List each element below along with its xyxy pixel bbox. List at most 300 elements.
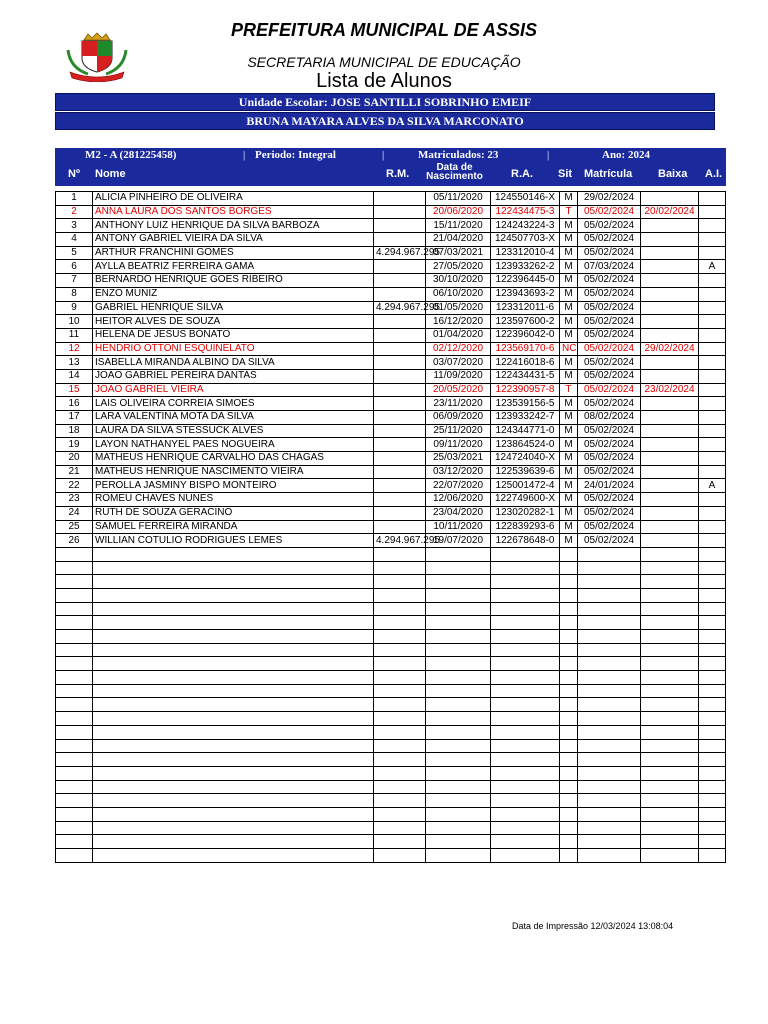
empty-table-row xyxy=(56,780,726,794)
empty-cell xyxy=(426,849,491,863)
empty-cell xyxy=(641,657,699,671)
student-birthdate: 16/12/2020 xyxy=(426,315,491,329)
empty-cell xyxy=(641,602,699,616)
student-rm xyxy=(374,274,426,288)
student-birthdate: 20/06/2020 xyxy=(426,205,491,219)
student-enrollment-date: 05/02/2024 xyxy=(578,287,641,301)
student-withdrawal-date xyxy=(641,520,699,534)
student-name: LAYON NATHANYEL PAES NOGUEIRA xyxy=(93,438,374,452)
student-enrollment-date: 29/02/2024 xyxy=(578,192,641,206)
empty-cell xyxy=(374,835,426,849)
empty-cell xyxy=(578,766,641,780)
empty-cell xyxy=(560,725,578,739)
student-ra: 124243224-3 xyxy=(491,219,560,233)
student-situation: M xyxy=(560,219,578,233)
student-birthdate: 07/03/2021 xyxy=(426,246,491,260)
student-withdrawal-date xyxy=(641,356,699,370)
student-withdrawal-date: 29/02/2024 xyxy=(641,342,699,356)
empty-cell xyxy=(374,725,426,739)
student-ra: 123933242-7 xyxy=(491,411,560,425)
empty-cell xyxy=(578,547,641,561)
empty-cell xyxy=(374,671,426,685)
student-birthdate: 09/11/2020 xyxy=(426,438,491,452)
empty-cell xyxy=(641,766,699,780)
empty-cell xyxy=(491,753,560,767)
student-number: 15 xyxy=(56,383,93,397)
empty-cell xyxy=(491,616,560,630)
student-withdrawal-date xyxy=(641,315,699,329)
student-table-body xyxy=(56,192,726,863)
student-birthdate: 12/06/2020 xyxy=(426,493,491,507)
empty-cell xyxy=(93,561,374,575)
school-unit-band: Unidade Escolar: JOSE SANTILLI SOBRINHO EMEIF xyxy=(55,93,715,111)
student-number: 1 xyxy=(56,192,93,206)
empty-cell xyxy=(374,630,426,644)
student-rm xyxy=(374,219,426,233)
student-rm xyxy=(374,233,426,247)
student-withdrawal-date xyxy=(641,219,699,233)
empty-table-row xyxy=(56,657,726,671)
empty-cell xyxy=(491,561,560,575)
empty-cell xyxy=(426,602,491,616)
empty-cell xyxy=(641,616,699,630)
student-withdrawal-date xyxy=(641,369,699,383)
student-name: MATHEUS HENRIQUE CARVALHO DAS CHAGAS xyxy=(93,452,374,466)
student-withdrawal-date xyxy=(641,411,699,425)
student-birthdate: 06/09/2020 xyxy=(426,411,491,425)
empty-cell xyxy=(578,794,641,808)
empty-cell xyxy=(699,575,726,589)
empty-cell xyxy=(491,643,560,657)
empty-cell xyxy=(578,753,641,767)
student-enrollment-date: 05/02/2024 xyxy=(578,506,641,520)
empty-cell xyxy=(426,794,491,808)
empty-cell xyxy=(56,753,93,767)
empty-cell xyxy=(426,739,491,753)
student-situation: M xyxy=(560,397,578,411)
student-ra: 122434431-5 xyxy=(491,369,560,383)
empty-cell xyxy=(93,821,374,835)
student-name: HEITOR ALVES DE SOUZA xyxy=(93,315,374,329)
student-name: LAURA DA SILVA STESSUCK ALVES xyxy=(93,424,374,438)
empty-cell xyxy=(374,657,426,671)
secretaria-label: SECRETARIA MUNICIPAL DE EDUCAÇÃO xyxy=(247,54,521,70)
empty-cell xyxy=(560,657,578,671)
student-rm xyxy=(374,424,426,438)
student-situation: M xyxy=(560,356,578,370)
empty-cell xyxy=(374,753,426,767)
empty-cell xyxy=(699,739,726,753)
table-row xyxy=(56,246,726,260)
student-ai xyxy=(699,534,726,548)
student-situation: M xyxy=(560,287,578,301)
student-withdrawal-date xyxy=(641,397,699,411)
empty-cell xyxy=(93,807,374,821)
separator: | xyxy=(547,149,550,161)
empty-cell xyxy=(641,835,699,849)
empty-cell xyxy=(56,616,93,630)
empty-cell xyxy=(491,725,560,739)
empty-cell xyxy=(578,684,641,698)
empty-cell xyxy=(374,561,426,575)
empty-cell xyxy=(699,794,726,808)
student-ai: A xyxy=(699,260,726,274)
empty-cell xyxy=(641,684,699,698)
student-number: 17 xyxy=(56,411,93,425)
student-ai xyxy=(699,465,726,479)
empty-cell xyxy=(560,766,578,780)
col-nome: Nome xyxy=(95,168,126,180)
empty-cell xyxy=(560,616,578,630)
student-enrollment-date: 05/02/2024 xyxy=(578,383,641,397)
empty-cell xyxy=(578,739,641,753)
student-ai xyxy=(699,397,726,411)
student-name: ANTHONY LUIZ HENRIQUE DA SILVA BARBOZA xyxy=(93,219,374,233)
empty-table-row xyxy=(56,766,726,780)
empty-table-row xyxy=(56,575,726,589)
empty-cell xyxy=(699,684,726,698)
student-situation: M xyxy=(560,301,578,315)
empty-cell xyxy=(426,780,491,794)
empty-cell xyxy=(578,575,641,589)
empty-cell xyxy=(426,643,491,657)
student-number: 23 xyxy=(56,493,93,507)
student-situation: M xyxy=(560,479,578,493)
empty-cell xyxy=(578,657,641,671)
table-row xyxy=(56,356,726,370)
class-code: M2 - A (281225458) xyxy=(85,149,177,161)
student-ra: 124550146-X xyxy=(491,192,560,206)
student-number: 10 xyxy=(56,315,93,329)
student-birthdate: 05/11/2020 xyxy=(426,192,491,206)
empty-cell xyxy=(93,739,374,753)
col-baixa: Baixa xyxy=(658,168,688,180)
empty-table-row xyxy=(56,739,726,753)
student-name: HELENA DE JESUS BONATO xyxy=(93,328,374,342)
student-ai xyxy=(699,411,726,425)
student-number: 26 xyxy=(56,534,93,548)
empty-cell xyxy=(56,684,93,698)
student-number: 14 xyxy=(56,369,93,383)
empty-cell xyxy=(491,766,560,780)
list-title: Lista de Alunos xyxy=(316,70,452,92)
col-sit: Sit xyxy=(558,168,573,180)
col-num: Nº xyxy=(68,168,80,180)
student-ra: 122539639-6 xyxy=(491,465,560,479)
empty-cell xyxy=(560,561,578,575)
empty-table-row xyxy=(56,547,726,561)
student-enrollment-date: 05/02/2024 xyxy=(578,465,641,479)
empty-cell xyxy=(491,794,560,808)
empty-cell xyxy=(56,766,93,780)
student-rm xyxy=(374,465,426,479)
empty-cell xyxy=(560,780,578,794)
student-ai xyxy=(699,301,726,315)
student-name: ISABELLA MIRANDA ALBINO DA SILVA xyxy=(93,356,374,370)
empty-cell xyxy=(491,780,560,794)
student-enrollment-date: 05/02/2024 xyxy=(578,534,641,548)
empty-cell xyxy=(560,807,578,821)
student-ra: 122678648-0 xyxy=(491,534,560,548)
empty-cell xyxy=(491,835,560,849)
empty-cell xyxy=(560,643,578,657)
student-situation: M xyxy=(560,260,578,274)
empty-cell xyxy=(56,602,93,616)
student-number: 25 xyxy=(56,520,93,534)
empty-cell xyxy=(93,657,374,671)
empty-cell xyxy=(426,616,491,630)
class-info-bar xyxy=(55,148,726,162)
student-withdrawal-date xyxy=(641,192,699,206)
empty-cell xyxy=(491,657,560,671)
empty-cell xyxy=(56,794,93,808)
empty-table-row xyxy=(56,630,726,644)
student-ai xyxy=(699,520,726,534)
empty-cell xyxy=(641,725,699,739)
student-enrollment-date: 05/02/2024 xyxy=(578,342,641,356)
student-ra: 122396445-0 xyxy=(491,274,560,288)
student-enrollment-date: 05/02/2024 xyxy=(578,438,641,452)
student-enrollment-date: 05/02/2024 xyxy=(578,424,641,438)
empty-cell xyxy=(699,712,726,726)
column-header-row xyxy=(55,162,726,186)
student-rm xyxy=(374,383,426,397)
empty-cell xyxy=(641,739,699,753)
student-number: 13 xyxy=(56,356,93,370)
student-ra: 124507703-X xyxy=(491,233,560,247)
student-table xyxy=(55,191,726,863)
empty-cell xyxy=(699,561,726,575)
empty-cell xyxy=(374,616,426,630)
student-number: 7 xyxy=(56,274,93,288)
empty-table-row xyxy=(56,753,726,767)
student-name: BERNARDO HENRIQUE GOES RIBEIRO xyxy=(93,274,374,288)
empty-cell xyxy=(56,739,93,753)
empty-cell xyxy=(641,821,699,835)
student-number: 19 xyxy=(56,438,93,452)
student-rm xyxy=(374,192,426,206)
empty-table-row xyxy=(56,821,726,835)
empty-cell xyxy=(56,725,93,739)
student-enrollment-date: 05/02/2024 xyxy=(578,520,641,534)
student-enrollment-date: 05/02/2024 xyxy=(578,397,641,411)
empty-cell xyxy=(426,753,491,767)
empty-cell xyxy=(56,780,93,794)
student-situation: M xyxy=(560,315,578,329)
empty-table-row xyxy=(56,712,726,726)
table-row xyxy=(56,192,726,206)
student-ra: 123020282-1 xyxy=(491,506,560,520)
student-ra: 122749600-X xyxy=(491,493,560,507)
student-number: 11 xyxy=(56,328,93,342)
col-nascimento-line2: Nascimento xyxy=(426,171,483,182)
class-period: Periodo: Integral xyxy=(255,149,336,161)
student-ra: 122839293-6 xyxy=(491,520,560,534)
student-birthdate: 21/04/2020 xyxy=(426,233,491,247)
student-ai xyxy=(699,452,726,466)
student-name: JOAO GABRIEL PEREIRA DANTAS xyxy=(93,369,374,383)
empty-cell xyxy=(641,698,699,712)
empty-cell xyxy=(641,849,699,863)
student-ai xyxy=(699,383,726,397)
empty-cell xyxy=(56,630,93,644)
empty-cell xyxy=(699,821,726,835)
empty-table-row xyxy=(56,616,726,630)
empty-cell xyxy=(699,657,726,671)
student-situation: M xyxy=(560,424,578,438)
empty-cell xyxy=(578,807,641,821)
student-ai xyxy=(699,246,726,260)
empty-cell xyxy=(699,807,726,821)
student-number: 21 xyxy=(56,465,93,479)
empty-cell xyxy=(560,739,578,753)
student-ra: 123312010-4 xyxy=(491,246,560,260)
student-enrollment-date: 05/02/2024 xyxy=(578,452,641,466)
student-withdrawal-date xyxy=(641,287,699,301)
student-situation: T xyxy=(560,205,578,219)
student-rm xyxy=(374,411,426,425)
empty-cell xyxy=(93,712,374,726)
empty-cell xyxy=(56,849,93,863)
student-withdrawal-date xyxy=(641,246,699,260)
empty-cell xyxy=(491,547,560,561)
empty-cell xyxy=(699,671,726,685)
empty-cell xyxy=(374,780,426,794)
student-birthdate: 03/12/2020 xyxy=(426,465,491,479)
student-name: LARA VALENTINA MOTA DA SILVA xyxy=(93,411,374,425)
student-ai xyxy=(699,424,726,438)
empty-cell xyxy=(578,712,641,726)
student-rm: 4.294.967.295 xyxy=(374,246,426,260)
empty-cell xyxy=(578,725,641,739)
student-number: 12 xyxy=(56,342,93,356)
empty-cell xyxy=(426,684,491,698)
student-name: ANNA LAURA DOS SANTOS BORGES xyxy=(93,205,374,219)
student-number: 24 xyxy=(56,506,93,520)
student-number: 3 xyxy=(56,219,93,233)
student-enrollment-date: 05/02/2024 xyxy=(578,219,641,233)
empty-cell xyxy=(560,835,578,849)
student-birthdate: 30/10/2020 xyxy=(426,274,491,288)
table-row xyxy=(56,274,726,288)
col-rm: R.M. xyxy=(386,168,410,180)
empty-table-row xyxy=(56,643,726,657)
student-ai xyxy=(699,274,726,288)
empty-cell xyxy=(93,643,374,657)
empty-cell xyxy=(560,794,578,808)
student-name: RUTH DE SOUZA GERACINO xyxy=(93,506,374,520)
col-ra: R.A. xyxy=(511,168,533,180)
empty-cell xyxy=(491,684,560,698)
empty-cell xyxy=(560,821,578,835)
empty-cell xyxy=(699,616,726,630)
student-name: GABRIEL HENRIQUE SILVA xyxy=(93,301,374,315)
empty-cell xyxy=(93,547,374,561)
empty-cell xyxy=(93,753,374,767)
student-ra: 122434475-3 xyxy=(491,205,560,219)
empty-cell xyxy=(560,684,578,698)
student-ai xyxy=(699,287,726,301)
student-birthdate: 10/11/2020 xyxy=(426,520,491,534)
empty-cell xyxy=(699,698,726,712)
student-name: SAMUEL FERREIRA MIRANDA xyxy=(93,520,374,534)
student-number: 20 xyxy=(56,452,93,466)
student-ai xyxy=(699,328,726,342)
empty-cell xyxy=(560,588,578,602)
student-withdrawal-date xyxy=(641,438,699,452)
student-ai xyxy=(699,315,726,329)
class-year: Ano: 2024 xyxy=(602,149,650,161)
empty-cell xyxy=(426,698,491,712)
empty-cell xyxy=(560,547,578,561)
student-withdrawal-date xyxy=(641,493,699,507)
table-row xyxy=(56,342,726,356)
empty-cell xyxy=(93,671,374,685)
empty-cell xyxy=(374,807,426,821)
table-row xyxy=(56,287,726,301)
student-ra: 123312011-6 xyxy=(491,301,560,315)
student-birthdate: 11/09/2020 xyxy=(426,369,491,383)
col-nascimento-line1: Data de xyxy=(436,162,473,173)
student-name: WILLIAN COTULIO RODRIGUES LEMES xyxy=(93,534,374,548)
student-rm xyxy=(374,369,426,383)
empty-cell xyxy=(374,821,426,835)
student-situation: M xyxy=(560,452,578,466)
student-withdrawal-date xyxy=(641,479,699,493)
student-rm xyxy=(374,342,426,356)
student-situation: M xyxy=(560,438,578,452)
student-birthdate: 20/05/2020 xyxy=(426,383,491,397)
student-name: ALICIA PINHEIRO DE OLIVEIRA xyxy=(93,192,374,206)
empty-cell xyxy=(56,698,93,712)
student-ra: 123597600-2 xyxy=(491,315,560,329)
empty-cell xyxy=(491,712,560,726)
student-ai xyxy=(699,369,726,383)
student-ra: 123933262-2 xyxy=(491,260,560,274)
student-situation: M xyxy=(560,233,578,247)
student-rm xyxy=(374,520,426,534)
student-enrollment-date: 08/02/2024 xyxy=(578,411,641,425)
empty-table-row xyxy=(56,602,726,616)
student-ra: 123569170-6 xyxy=(491,342,560,356)
empty-cell xyxy=(699,630,726,644)
student-number: 2 xyxy=(56,205,93,219)
student-ra: 122390957-8 xyxy=(491,383,560,397)
empty-cell xyxy=(699,643,726,657)
empty-cell xyxy=(93,780,374,794)
student-situation: M xyxy=(560,465,578,479)
student-enrollment-date: 24/01/2024 xyxy=(578,479,641,493)
student-ai xyxy=(699,506,726,520)
table-row xyxy=(56,315,726,329)
student-name: ENZO MUNIZ xyxy=(93,287,374,301)
student-withdrawal-date xyxy=(641,328,699,342)
table-row xyxy=(56,383,726,397)
student-situation: M xyxy=(560,246,578,260)
empty-cell xyxy=(56,807,93,821)
empty-table-row xyxy=(56,794,726,808)
empty-cell xyxy=(578,821,641,835)
empty-cell xyxy=(374,684,426,698)
empty-cell xyxy=(491,671,560,685)
empty-cell xyxy=(699,588,726,602)
student-enrollment-date: 05/02/2024 xyxy=(578,301,641,315)
student-situation: M xyxy=(560,534,578,548)
student-name: LAIS OLIVEIRA CORREIA SIMOES xyxy=(93,397,374,411)
empty-cell xyxy=(93,698,374,712)
student-birthdate: 23/11/2020 xyxy=(426,397,491,411)
student-ai xyxy=(699,356,726,370)
